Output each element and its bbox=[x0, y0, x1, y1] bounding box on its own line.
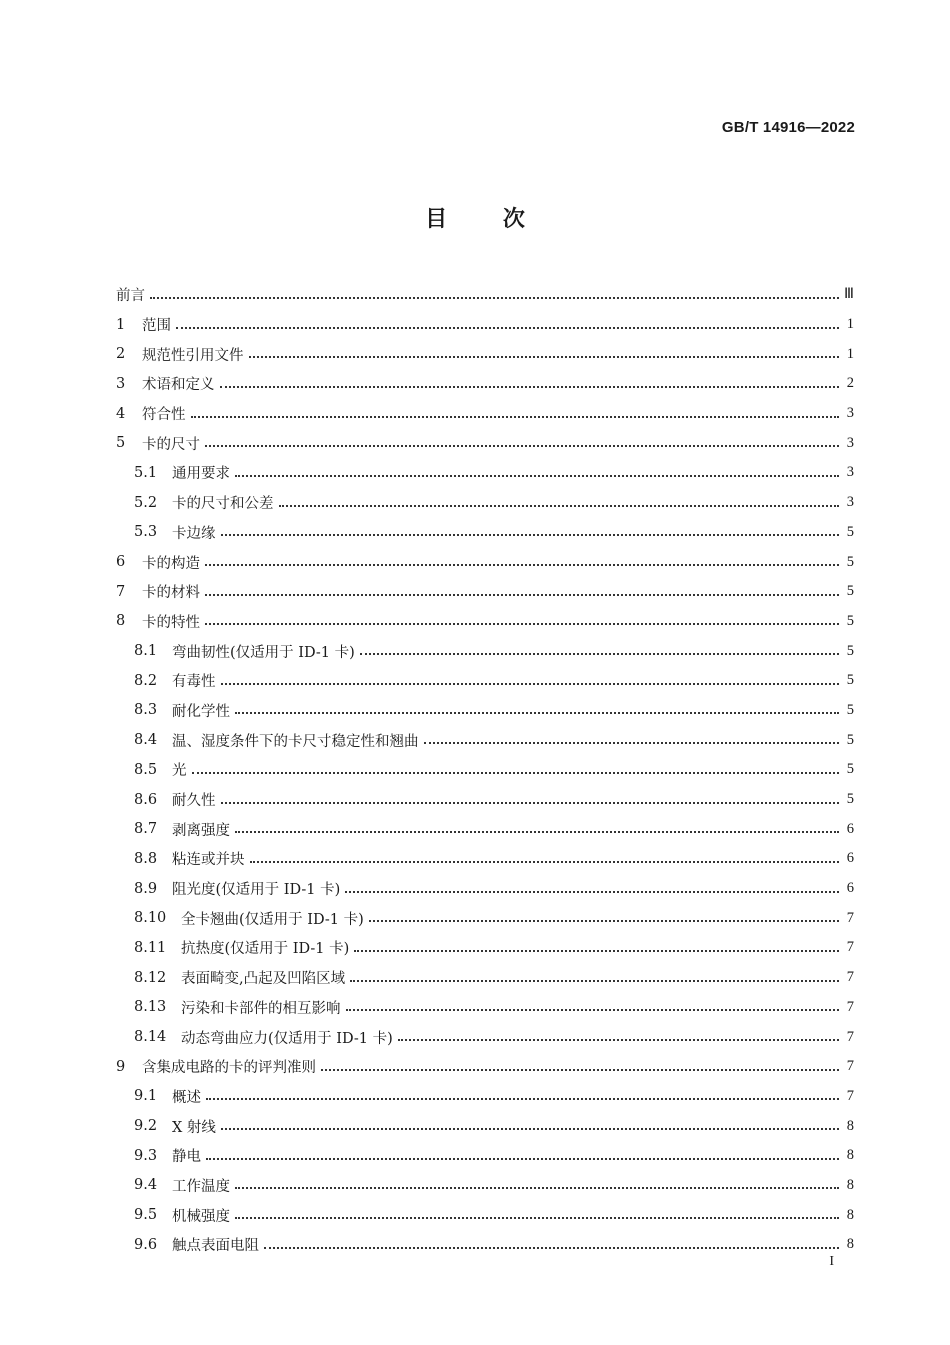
toc-entry-number: 5 bbox=[116, 435, 126, 452]
toc-entry-number: 8.5 bbox=[134, 761, 158, 778]
toc-entry-page: 5 bbox=[846, 672, 854, 689]
toc-entry[interactable] bbox=[116, 725, 854, 755]
toc-entry-page: 5 bbox=[846, 701, 854, 718]
toc-entry[interactable] bbox=[116, 903, 854, 933]
toc-leader-dots bbox=[354, 936, 839, 952]
toc-entry-label: 污染和卡部件的相互影响 bbox=[181, 1000, 341, 1017]
toc-leader-dots bbox=[150, 283, 839, 299]
toc-leader-dots bbox=[369, 906, 839, 922]
toc-entry-number: 8 bbox=[116, 613, 126, 630]
toc-entry-label: 耐久性 bbox=[172, 793, 216, 810]
toc-entry-label: 机械强度 bbox=[172, 1208, 230, 1225]
toc-entry-page: 8 bbox=[846, 1176, 854, 1193]
toc-entry[interactable] bbox=[116, 666, 854, 696]
toc-entry[interactable] bbox=[116, 310, 854, 340]
toc-entry[interactable] bbox=[116, 547, 854, 577]
toc-entry-page: 6 bbox=[846, 850, 854, 867]
toc-entry-number: 9.4 bbox=[134, 1177, 158, 1194]
table-of-contents bbox=[116, 280, 854, 1260]
toc-entry[interactable] bbox=[116, 1082, 854, 1112]
toc-entry[interactable] bbox=[116, 577, 854, 607]
standard-number: GB/T 14916—2022 bbox=[721, 119, 855, 136]
toc-leader-dots bbox=[249, 342, 840, 358]
toc-entry-page: 8 bbox=[846, 1147, 854, 1164]
toc-entry-label: 光 bbox=[172, 763, 187, 780]
toc-entry-page: 7 bbox=[846, 969, 854, 986]
toc-leader-dots bbox=[235, 698, 839, 714]
toc-leader-dots bbox=[360, 639, 839, 655]
toc-entry-label: 阻光度(仅适用于 ID-1 卡) bbox=[172, 882, 341, 899]
toc-entry-label: 卡边缘 bbox=[172, 525, 216, 542]
toc-entry-page: 5 bbox=[846, 731, 854, 748]
toc-entry[interactable] bbox=[116, 428, 854, 458]
toc-entry-number: 9.1 bbox=[134, 1088, 158, 1105]
toc-entry-number: 1 bbox=[116, 316, 126, 333]
toc-entry-page: 7 bbox=[846, 939, 854, 956]
toc-entry-label: 概述 bbox=[172, 1089, 201, 1106]
toc-entry-page: 8 bbox=[846, 1117, 854, 1134]
toc-leader-dots bbox=[205, 580, 839, 596]
toc-leader-dots bbox=[424, 728, 840, 744]
toc-entry-page: 5 bbox=[846, 553, 854, 570]
toc-entry-label: 范围 bbox=[142, 318, 171, 335]
toc-entry[interactable] bbox=[116, 1200, 854, 1230]
toc-entry[interactable] bbox=[116, 399, 854, 429]
toc-leader-dots bbox=[350, 966, 839, 982]
toc-entry[interactable] bbox=[116, 339, 854, 369]
toc-entry-label: 静电 bbox=[172, 1149, 201, 1166]
toc-title: 目 次 bbox=[425, 207, 525, 232]
toc-entry-page: 7 bbox=[846, 1028, 854, 1045]
toc-entry-label: 卡的特性 bbox=[142, 614, 200, 631]
toc-entry-page: 3 bbox=[846, 434, 854, 451]
toc-entry-label: 剥离强度 bbox=[172, 822, 230, 839]
toc-entry[interactable] bbox=[116, 755, 854, 785]
toc-leader-dots bbox=[206, 1084, 839, 1100]
toc-entry-page: 5 bbox=[846, 583, 854, 600]
toc-entry-label: 卡的材料 bbox=[142, 585, 200, 602]
toc-entry[interactable] bbox=[116, 636, 854, 666]
toc-leader-dots bbox=[346, 995, 840, 1011]
toc-entry-label: 规范性引用文件 bbox=[142, 347, 244, 364]
toc-entry[interactable] bbox=[116, 607, 854, 637]
toc-entry-page: 1 bbox=[846, 316, 854, 333]
toc-leader-dots bbox=[235, 461, 839, 477]
toc-entry-label: 术语和定义 bbox=[142, 377, 215, 394]
toc-entry-page: 8 bbox=[846, 1236, 854, 1253]
toc-entry-page: 7 bbox=[846, 1087, 854, 1104]
toc-entry[interactable] bbox=[116, 814, 854, 844]
toc-leader-dots bbox=[235, 1173, 839, 1189]
toc-entry-number: 5.1 bbox=[134, 464, 158, 481]
toc-entry-number: 8.3 bbox=[134, 702, 158, 719]
toc-leader-dots bbox=[221, 669, 840, 685]
toc-entry-label: X 射线 bbox=[172, 1119, 216, 1136]
toc-entry-label: 温、湿度条件下的卡尺寸稳定性和翘曲 bbox=[172, 733, 419, 750]
toc-entry-number: 8.2 bbox=[134, 672, 158, 689]
toc-entry-number: 8.10 bbox=[134, 910, 167, 927]
toc-leader-dots bbox=[220, 372, 840, 388]
toc-entry[interactable] bbox=[116, 874, 854, 904]
toc-entry-page: 5 bbox=[846, 642, 854, 659]
toc-entry-page: 3 bbox=[846, 464, 854, 481]
toc-entry[interactable] bbox=[116, 458, 854, 488]
toc-entry-number: 7 bbox=[116, 583, 126, 600]
toc-entry[interactable] bbox=[116, 1022, 854, 1052]
toc-entry-label: 表面畸变,凸起及凹陷区域 bbox=[181, 971, 346, 988]
toc-leader-dots bbox=[191, 402, 840, 418]
toc-entry[interactable] bbox=[116, 369, 854, 399]
toc-entry[interactable] bbox=[116, 993, 854, 1023]
toc-entry[interactable] bbox=[116, 696, 854, 726]
toc-entry-number: 9.3 bbox=[134, 1147, 158, 1164]
toc-entry[interactable] bbox=[116, 963, 854, 993]
toc-entry[interactable] bbox=[116, 518, 854, 548]
toc-entry-number: 3 bbox=[116, 375, 126, 392]
toc-entry[interactable] bbox=[116, 844, 854, 874]
toc-entry-number: 6 bbox=[116, 554, 126, 571]
toc-entry-page: 3 bbox=[846, 405, 854, 422]
toc-leader-dots bbox=[221, 788, 840, 804]
toc-leader-dots bbox=[206, 1144, 839, 1160]
toc-entry[interactable] bbox=[116, 785, 854, 815]
toc-entry-page: 3 bbox=[846, 494, 854, 511]
toc-leader-dots bbox=[205, 431, 839, 447]
toc-leader-dots bbox=[398, 1025, 839, 1041]
toc-entry-label: 通用要求 bbox=[172, 466, 230, 483]
toc-entry-number: 8.11 bbox=[134, 939, 167, 956]
toc-entry-page: 5 bbox=[846, 523, 854, 540]
page-folio: I bbox=[829, 1254, 834, 1269]
toc-entry-number: 8.13 bbox=[134, 999, 167, 1016]
toc-entry[interactable] bbox=[116, 1141, 854, 1171]
toc-entry[interactable] bbox=[116, 488, 854, 518]
toc-entry-page: Ⅲ bbox=[844, 286, 854, 303]
toc-leader-dots bbox=[264, 1233, 839, 1249]
toc-entry-label: 卡的尺寸和公差 bbox=[172, 496, 274, 513]
toc-entry-page: 6 bbox=[846, 820, 854, 837]
toc-leader-dots bbox=[345, 877, 839, 893]
toc-entry[interactable] bbox=[116, 1171, 854, 1201]
toc-entry-page: 8 bbox=[846, 1206, 854, 1223]
toc-entry-label: 耐化学性 bbox=[172, 703, 230, 720]
toc-leader-dots bbox=[205, 609, 839, 625]
toc-entry-page: 2 bbox=[846, 375, 854, 392]
toc-entry-page: 7 bbox=[846, 1058, 854, 1075]
toc-entry-label: 卡的尺寸 bbox=[142, 436, 200, 453]
toc-entry-number: 8.7 bbox=[134, 821, 158, 838]
toc-entry[interactable] bbox=[116, 280, 854, 310]
toc-entry[interactable] bbox=[116, 1111, 854, 1141]
toc-entry-page: 5 bbox=[846, 761, 854, 778]
toc-leader-dots bbox=[250, 847, 840, 863]
toc-entry-page: 6 bbox=[846, 880, 854, 897]
toc-leader-dots bbox=[235, 1203, 839, 1219]
toc-entry-label: 前言 bbox=[116, 288, 145, 305]
toc-entry[interactable] bbox=[116, 1230, 854, 1260]
toc-entry-label: 动态弯曲应力(仅适用于 ID-1 卡) bbox=[181, 1030, 393, 1047]
toc-entry-page: 1 bbox=[846, 345, 854, 362]
toc-entry-number: 8.9 bbox=[134, 880, 158, 897]
toc-entry[interactable] bbox=[116, 1052, 854, 1082]
toc-entry-label: 含集成电路的卡的评判准则 bbox=[142, 1060, 316, 1077]
toc-entry-label: 工作温度 bbox=[172, 1178, 230, 1195]
toc-entry-number: 4 bbox=[116, 405, 126, 422]
toc-leader-dots bbox=[279, 491, 840, 507]
toc-entry-number: 5.3 bbox=[134, 524, 158, 541]
toc-entry-number: 9.2 bbox=[134, 1118, 158, 1135]
toc-entry-label: 粘连或并块 bbox=[172, 852, 245, 869]
toc-entry-number: 9.5 bbox=[134, 1207, 158, 1224]
toc-entry-number: 2 bbox=[116, 346, 126, 363]
toc-entry-number: 8.14 bbox=[134, 1029, 167, 1046]
toc-entry-number: 8.1 bbox=[134, 643, 158, 660]
toc-leader-dots bbox=[235, 817, 839, 833]
toc-entry-page: 7 bbox=[846, 909, 854, 926]
toc-entry-page: 5 bbox=[846, 612, 854, 629]
toc-entry-number: 9.6 bbox=[134, 1236, 158, 1253]
toc-entry-label: 卡的构造 bbox=[142, 555, 200, 572]
toc-entry-number: 8.8 bbox=[134, 850, 158, 867]
toc-entry-label: 弯曲韧性(仅适用于 ID-1 卡) bbox=[172, 644, 355, 661]
toc-entry-label: 触点表面电阻 bbox=[172, 1238, 259, 1255]
toc-leader-dots bbox=[221, 520, 840, 536]
toc-leader-dots bbox=[192, 758, 840, 774]
toc-entry-number: 8.6 bbox=[134, 791, 158, 808]
toc-entry-number: 5.2 bbox=[134, 494, 158, 511]
toc-leader-dots bbox=[221, 1114, 839, 1130]
toc-leader-dots bbox=[176, 313, 839, 329]
toc-entry-label: 符合性 bbox=[142, 407, 186, 424]
toc-entry-label: 有毒性 bbox=[172, 674, 216, 691]
toc-entry[interactable] bbox=[116, 933, 854, 963]
toc-entry-label: 全卡翘曲(仅适用于 ID-1 卡) bbox=[181, 911, 364, 928]
toc-entry-number: 8.4 bbox=[134, 732, 158, 749]
toc-entry-number: 8.12 bbox=[134, 969, 167, 986]
toc-entry-page: 7 bbox=[846, 998, 854, 1015]
toc-entry-number: 9 bbox=[116, 1058, 126, 1075]
toc-leader-dots bbox=[205, 550, 839, 566]
toc-entry-label: 抗热度(仅适用于 ID-1 卡) bbox=[181, 941, 350, 958]
toc-entry-page: 5 bbox=[846, 791, 854, 808]
toc-leader-dots bbox=[321, 1055, 839, 1071]
